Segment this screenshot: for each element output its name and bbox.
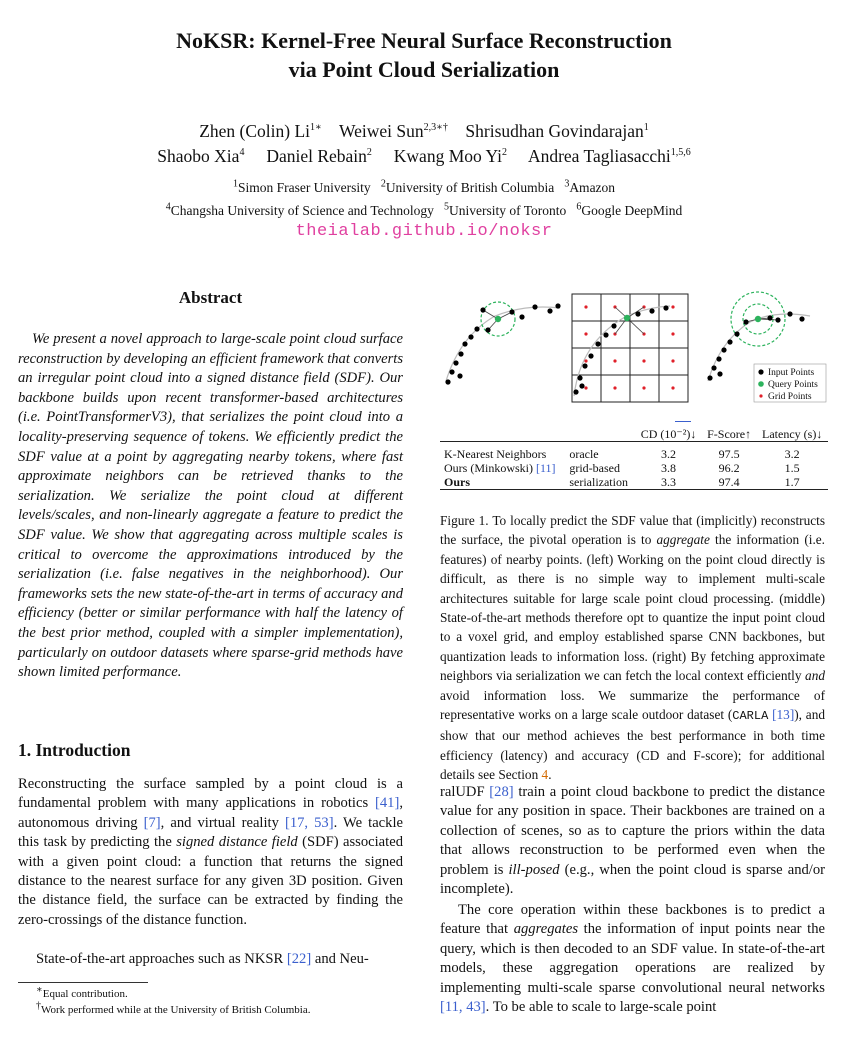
citation-link[interactable]: [28]: [489, 784, 514, 800]
table-row: Ours serialization 3.3 97.4 1.7: [440, 475, 828, 490]
affiliations-line-1: $^1$Simon Fraser University $^2$University of British Columbia $^3$Amazon: [232, 178, 616, 195]
abstract-heading: Abstract: [178, 288, 243, 307]
results-table: [440, 427, 828, 490]
col-header-latency: Latency (s)↓: [762, 427, 823, 441]
header-link-marker: [675, 421, 691, 422]
citation-link[interactable]: [17, 53]: [284, 814, 334, 831]
title-line-1: NoKSR: Kernel-Free Neural Surface Reconstruction: [176, 28, 672, 53]
project-url-link[interactable]: theialab.github.io/noksr: [295, 222, 553, 241]
table-header-row: [440, 427, 828, 442]
author: Shaobo Xia$^4$: [157, 146, 245, 166]
legend-input-label: Input Points: [768, 368, 815, 378]
author: Shrisudhan Govindarajan$^1$: [465, 121, 649, 141]
paper-title: [0, 26, 848, 84]
citation-link[interactable]: [22]: [286, 951, 312, 967]
table-row: K-Nearest Neighbors oracle 3.2 97.5 3.2: [444, 446, 800, 461]
section-heading: 1. Introduction: [18, 740, 131, 760]
middle-panel-voxel-grid: [572, 294, 688, 402]
author: Andrea Tagliasacchi$^{1,5,6}$: [527, 146, 691, 166]
right-paragraph-2: The core operation within these backbones is to predict a feature that aggregates the information of input points near the query, which is then decoded to an SDF value. In state-of-the-art models, these aggregation operations are realized by implementing multi-scale sparse convolutional neural networks [11, 43]. To be able to scale to large-scale point: [440, 902, 826, 1016]
col-header-cd: CD (10⁻²)↓: [640, 427, 697, 441]
right-paragraph-1: ralUDF [28] train a point cloud backbone to predict the distance value for any position in space. Their backbones are trained on a collection of scenes, so as to capture the priors within the data that allows reconstruction to be performed even when the problem is ill-posed (e.g., when the point cloud is sparse and/or incomplete).: [440, 784, 825, 898]
legend-grid-label: Grid Points: [768, 392, 812, 402]
citation-link[interactable]: [7]: [143, 814, 161, 831]
author: Kwang Moo Yi$^2$: [393, 146, 508, 166]
citation-link[interactable]: [13]: [768, 707, 795, 723]
section-ref-link[interactable]: 4: [541, 767, 549, 783]
citation-link[interactable]: [41]: [375, 795, 400, 812]
intro-paragraph-1: Reconstructing the surface sampled by a point cloud is a fundamental problem with many applications in robotics [41], autonomous driving [7], and virtual reality [17, 53]. We tackle this task by predicting the signed distance field (SDF) associated with a given point cloud: a function that returns the signed distance to the nearest surface for any given 3D position. Given the distance field, the surface can be extracted by finding the zero-crossings of the distance function.: [18, 776, 403, 928]
footnote-1: ∗Equal contribution.: [36, 984, 128, 1000]
author: Weiwei Sun$^{2,3∗\dagger}$: [339, 121, 448, 141]
footnote-2: †Work performed while at the University of British Columbia.: [36, 1000, 311, 1016]
results-table-container: [440, 420, 828, 490]
figure-1-caption: Figure 1. To locally predict the SDF value that (implicitly) reconstructs the surface, the pivotal operation is to aggregate the information (i.e. features) of nearby points. (left) Working on the point cloud directly is difficult, as there is no simple way to implement multi-scale architectures suitable for large scale point cloud processing. (middle) State-of-the-art methods therefore opt to quantize the input point cloud to a voxel grid, and employ established sparse CNN backbones, but quantization leads to information loss. (right) By fetching approximate neighbors via serialization we can fetch the local context efficiently and avoid information loss. We summarize the performance of representative works on a large scale outdoor dataset (CARLA [13]), and show that our method achieves the best performance in both time efficiency (latency) and accuracy (CD and F-score); for additional details see Section 4.: [440, 513, 825, 783]
author: Daniel Rebain$^2$: [266, 146, 372, 166]
col-header-fscore: F-Score↑: [707, 427, 752, 441]
author: Zhen (Colin) $Li^{1∗}$: [199, 121, 322, 141]
authors-line-2: [0, 143, 848, 169]
footnote-rule: [18, 982, 148, 983]
citation-link[interactable]: [11]: [536, 460, 556, 475]
title-line-2: via Point Cloud Serialization: [288, 57, 560, 82]
table-row: Ours (Minkowski) [11] grid-based 3.8 96.2 1.5: [444, 460, 800, 475]
intro-paragraph-2: State-of-the-art approaches such as NKSR [22] and Neu-: [36, 951, 369, 967]
figure-legend-labels: [768, 367, 818, 403]
legend-query-marker: [758, 381, 764, 387]
affiliations-line-2: $^4$Changsha University of Science and Technology $^5$University of Toronto $^6$Google DeepMind: [165, 201, 683, 218]
abstract-text: We present a novel approach to large-scale point cloud surface reconstruction by developing an efficient framework that converts an irregular point cloud into a signed distance field (SDF). Our backbone builds upon recent transformer-based architectures (i.e. PointTransformerV3), that serializes the point cloud into a locality-preserving sequence of tokens. We efficiently predict the SDF value at a point by aggregating nearby tokens, where fast approximate neighbors can be retrieved thanks to the serialization. We serialize the point cloud at different levels/scales, and non-linearly aggregate a feature to predict the SDF value. We show that aggregating across multiple scales is critical to overcome the approximations introduced by the serialization (i.e. false negatives in the neighborhood). Our frameworks sets the new state-of-the-art in terms of accuracy and efficiency (better or similar performance with half the latency of the best prior method, coupled with a simpler implementation), particularly on outdoor datasets where sparse-grid methods have shown limited performance.: [18, 331, 403, 681]
citation-link[interactable]: [11, 43]: [440, 999, 486, 1016]
legend-grid-marker: [759, 394, 762, 397]
legend-query-label: Query Points: [768, 380, 818, 390]
legend-input-marker: [758, 369, 763, 374]
authors-line-1: [0, 118, 848, 144]
left-panel-point-cloud: [445, 302, 560, 385]
